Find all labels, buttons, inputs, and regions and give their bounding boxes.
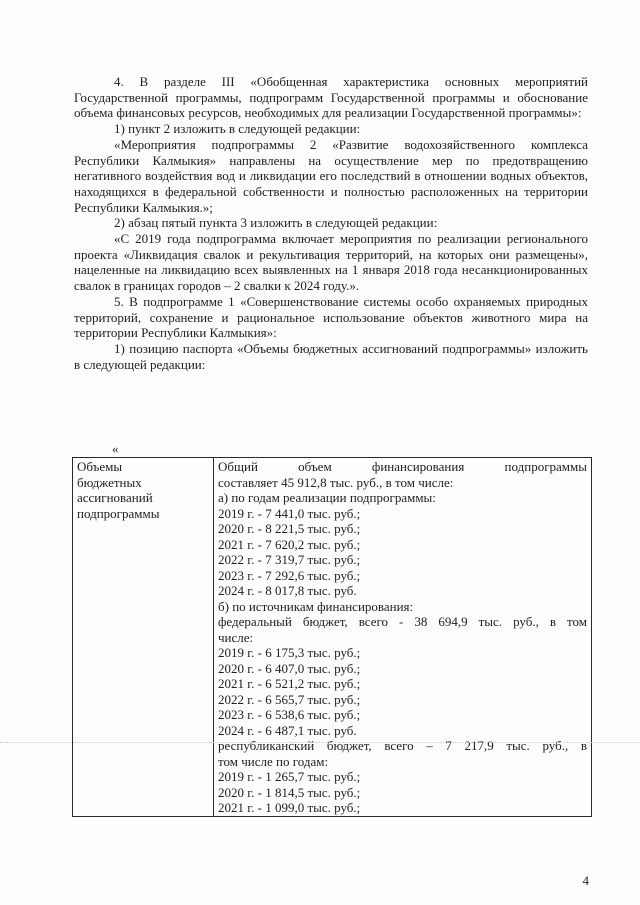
label-line: ассигнований bbox=[77, 490, 153, 505]
budget-table bbox=[72, 457, 592, 817]
value-line: 2020 г. - 8 221,5 тыс. руб.; bbox=[218, 521, 361, 536]
value-line: том числе по годам: bbox=[218, 753, 329, 769]
value-line: 2024 г. - 6 487,1 тыс. руб. bbox=[218, 722, 357, 738]
paragraph-section-5: 5. В подпрограмме 1 «Совершенствование системы особо охраняемых природных территорий, сохранение и рациональное использование объектов животного мира на территории Республики Калмыкия»: bbox=[74, 293, 588, 341]
value-line: 2019 г. - 7 441,0 тыс. руб.; bbox=[218, 505, 361, 521]
value-line: 2023 г. - 6 538,6 тыс. руб.; bbox=[218, 707, 361, 722]
value-line: 2019 г. - 1 265,7 тыс. руб.; bbox=[218, 769, 361, 784]
value-line: 2022 г. - 7 319,7 тыс. руб.; bbox=[218, 552, 361, 567]
label-line: Объемы bbox=[77, 459, 123, 474]
value-line: 2022 г. - 6 565,7 тыс. руб.; bbox=[218, 691, 361, 707]
table-label-cell bbox=[73, 458, 214, 817]
value-line: составляет 45 912,8 тыс. руб., в том числе: bbox=[218, 474, 454, 490]
value-line: 2021 г. - 6 521,2 тыс. руб.; bbox=[218, 676, 361, 691]
value-line: 2019 г. - 6 175,3 тыс. руб.; bbox=[218, 645, 361, 660]
value-line: 2020 г. - 1 814,5 тыс. руб.; bbox=[218, 784, 361, 800]
value-line: 2021 г. - 7 620,2 тыс. руб.; bbox=[218, 536, 361, 552]
value-line: 2020 г. - 6 407,0 тыс. руб.; bbox=[218, 660, 361, 676]
value-line: 2023 г. - 7 292,6 тыс. руб.; bbox=[218, 567, 361, 583]
page-number: 4 bbox=[582, 873, 589, 888]
body-text bbox=[74, 74, 588, 372]
value-line: федеральный бюджет, всего - 38 694,9 тыс. руб., в том bbox=[218, 614, 587, 629]
paragraph-section-4: 4. В разделе III «Обобщенная характеристика основных мероприятий Государственной программы, подпрограмм Государственной программы и обоснование объема финансовых ресурсов, необходимых для реализации Государственной программы»: bbox=[74, 74, 588, 121]
paragraph-quote-measures: «Мероприятия подпрограммы 2 «Развитие водохозяйственного комплекса Республики Калмыкия» направлены на осуществление мер по предотвращению негативного воздействия вод и ликвидации его последствий в отношении водных объектов, находящихся в федеральной собственности и полностью расположенных на территории Республики Калмыкия.»; bbox=[74, 136, 588, 215]
paragraph-item-2: 2) абзац пятый пункта 3 изложить в следующей редакции: bbox=[114, 215, 438, 231]
table-row bbox=[73, 458, 592, 817]
value-line: 2021 г. - 1 099,0 тыс. руб.; bbox=[218, 800, 361, 815]
value-line: Общий объем финансирования подпрограммы bbox=[218, 459, 587, 474]
paragraph-quote-2019: «С 2019 года подпрограмма включает мероприятия по реализации регионального проекта «Ликвидация свалок и рекультивация территорий, на которых они размещены», нацеленные на ликвидацию всех выявленных на 1 января 2018 года несанкционированных свалок в границах городов – 2 свалки к 2024 году.». bbox=[74, 231, 588, 294]
value-line: 2024 г. - 8 017,8 тыс. руб. bbox=[218, 583, 357, 598]
paragraph-position-passport: 1) позицию паспорта «Объемы бюджетных ассигнований подпрограммы» изложить в следующей редакции: bbox=[74, 340, 588, 372]
label-line: бюджетных bbox=[77, 474, 142, 490]
value-line: республиканский бюджет, всего – 7 217,9 тыс. руб., в bbox=[218, 738, 587, 753]
table-value-cell bbox=[214, 458, 592, 817]
value-line: а) по годам реализации подпрограммы: bbox=[218, 490, 436, 505]
opening-quote-mark: « bbox=[112, 441, 119, 456]
value-line: б) по источникам финансирования: bbox=[218, 598, 414, 614]
paragraph-item-1: 1) пункт 2 изложить в следующей редакции: bbox=[114, 121, 361, 137]
scan-artifact-line bbox=[0, 742, 640, 743]
label-line: подпрограммы bbox=[77, 505, 160, 521]
value-line: числе: bbox=[218, 629, 254, 645]
